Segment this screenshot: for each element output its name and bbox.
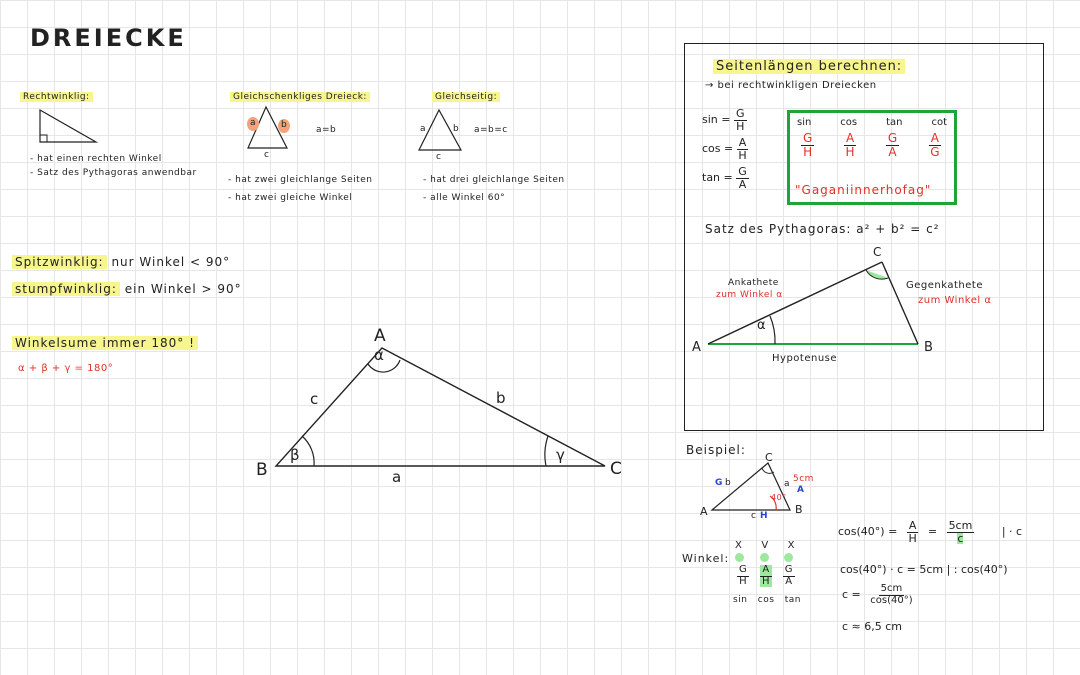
side-b: b [496,389,506,407]
trig-head-sin: sin [797,117,812,128]
rt-gegenkathete: Gegenkathete [906,280,983,291]
iso-note-1: - hat zwei gleichlange Seiten [228,175,373,185]
seitenlaengen-box [684,43,1044,431]
ex-vertex-b: B [795,503,804,516]
equi-side-a: a [420,124,427,134]
iso-side-a: a [250,118,257,128]
calc-line-2: cos(40°) · c = 5cm | : cos(40°) [840,563,1008,576]
winkel-fracs [737,565,795,587]
equi-note-1: - hat drei gleichlange Seiten [423,175,565,185]
gleichseitig-label: Gleichseitig: [432,92,500,102]
ex-vertex-c: C [765,451,774,464]
sin-den: H [736,119,745,133]
calc-line-4: c ≈ 6,5 cm [842,620,903,633]
sin-label: sin = [702,113,731,127]
trig-den-sin: H [803,144,813,159]
rt-alpha: α [757,318,766,333]
box-subheading: → bei rechtwinkligen Dreiecken [705,80,877,91]
stumpf-line [12,282,242,296]
rt-hypotenuse: Hypotenuse [772,353,838,364]
calc3-left: c = [842,588,861,601]
rt-vertex-c: C [873,245,882,259]
equi-side-c: c [436,152,442,162]
calc1-den2: c [957,531,964,545]
frac-sin-num: G [739,564,748,575]
angle-gamma: γ [556,446,565,464]
spitz-line [12,255,230,269]
ex-side-a-length: 5cm [793,474,814,484]
trig-num-tan: G [887,131,898,145]
name-tan: tan [784,595,801,605]
trig-heads [797,117,947,128]
rt-vertex-a: A [692,340,701,355]
frac-tan-den: A [785,575,793,587]
dot-sin [735,553,744,562]
trig-head-cos: cos [840,117,858,128]
spitz-label: Spitzwinklig: [12,255,107,269]
winkel-marks [735,540,795,551]
ex-vertex-a: A [700,505,709,518]
mark-sin: X [735,540,743,551]
winkel-label: Winkel: [682,552,730,565]
sin-num: G [735,107,745,120]
calc1-op: | · c [1001,525,1023,539]
iso-note-2: - hat zwei gleiche Winkel [228,193,353,203]
dot-cos [760,553,769,562]
trig-num-sin: G [803,131,813,145]
calc1-left: cos(40°) = [838,525,898,539]
stumpf-label: stumpfwinklig: [12,282,120,296]
beispiel-label: Beispiel: [686,443,746,457]
trig-den-tan: A [888,144,897,159]
rechtwinklig-note-2: - Satz des Pythagoras anwendbar [30,168,197,178]
stumpf-text: ein Winkel > 90° [124,282,242,296]
winkel-dots [735,553,793,562]
ex-a-letter: A [797,485,805,495]
pythagoras: Satz des Pythagoras: a² + b² = c² [705,222,940,236]
mnemonic: "Gaganiinnerhofag" [795,183,932,197]
ex-side-a: a [784,479,791,489]
calc1-eq: = [927,525,938,539]
calc-line-3 [842,584,913,606]
mark-tan: X [787,540,795,551]
winkel-names [733,595,801,605]
alpha-arc [368,360,400,372]
ex-side-c: c [751,511,757,521]
right-triangle-shape [40,110,96,142]
frac-tan-num: G [784,564,793,575]
calc1-den1: H [908,531,917,545]
iso-equation: a=b [316,125,337,135]
trig-nums [801,132,941,158]
gleichschenklig-label: Gleichschenkliges Dreieck: [230,92,370,102]
spitz-text: nur Winkel < 90° [111,255,231,269]
equi-side-b: b [453,124,460,134]
equi-equation: a=b=c [474,125,508,135]
rt-vertex-b: B [924,340,933,355]
trig-den-cos: H [845,144,855,159]
sin-formula [702,108,747,132]
box-heading: Seitenlängen berechnen: [713,59,905,74]
iso-side-b: b [281,120,288,130]
calc1-num1: A [908,519,917,532]
calc3-num: 5cm [880,583,903,594]
frac-sin-den: H [739,575,748,587]
beta-arc [302,436,314,466]
rt-ankathete: Ankathete [728,278,779,288]
dot-tan [784,553,793,562]
mark-cos: V [761,540,769,551]
rt-gegenkathete-sub: zum Winkel α [918,295,992,306]
trig-den-cot: G [930,144,940,159]
ex-angle: 40° [771,493,787,502]
calc1-num2: 5cm [948,519,973,532]
cos-den: H [738,148,747,162]
angle-beta: β [290,446,300,464]
trig-head-cot: cot [931,117,947,128]
tan-label: tan = [702,171,733,185]
vertex-c: C [610,459,622,479]
tan-den: A [738,177,747,191]
frac-cos-den: H [761,575,771,587]
angle-alpha: α [374,346,384,364]
winkelsumme-label: Winkelsume immer 180° ! [12,336,198,350]
winkelsumme-formula: α + β + γ = 180° [18,363,114,374]
trig-num-cot: A [930,131,939,145]
cos-label: cos = [702,142,734,156]
vertex-b: B [256,460,268,480]
ex-side-b: b [725,478,732,488]
rechtwinklig-note-1: - hat einen rechten Winkel [30,154,162,164]
equi-note-2: - alle Winkel 60° [423,193,506,203]
name-cos: cos [757,595,775,605]
gamma-arc [545,436,548,466]
side-c: c [310,390,319,408]
frac-cos-num: A [762,564,770,575]
rechtwinklig-label: Rechtwinklig: [20,92,93,102]
vertex-a: A [374,326,386,346]
page-title: DREIECKE [30,24,187,52]
ex-g-letter: G [715,478,723,488]
name-sin: sin [733,595,748,605]
trig-head-tan: tan [886,117,903,128]
cos-formula [702,137,748,161]
iso-side-c: c [264,150,270,160]
example-triangle-shape [712,463,790,510]
rt-ankathete-sub: zum Winkel α [716,290,783,300]
right-angle-mark [40,135,47,142]
cos-num: A [738,136,747,149]
calc-line-1 [838,520,1022,544]
ex-h-letter: H [760,511,769,521]
tan-formula [702,166,749,190]
calc3-den: cos(40°) [870,594,913,606]
tan-num: G [738,165,747,178]
trig-num-cos: A [845,131,855,145]
side-a: a [392,468,402,486]
